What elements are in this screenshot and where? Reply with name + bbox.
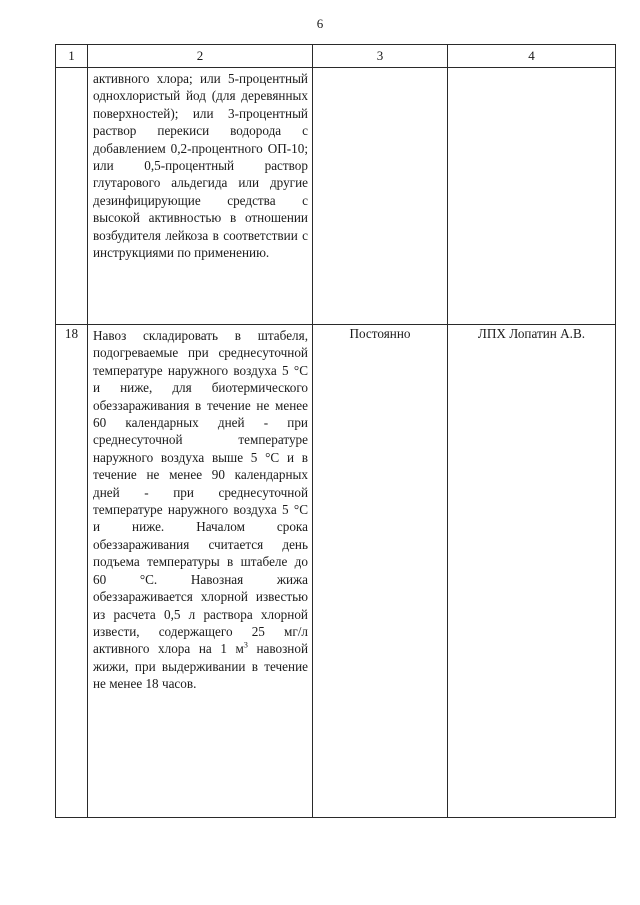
- row-responsible: ЛПХ Лопатин А.В.: [448, 325, 616, 818]
- measures-table: [55, 44, 616, 818]
- row-responsible: [448, 68, 616, 325]
- superscript-three: 3: [243, 640, 248, 650]
- table-row: [56, 325, 616, 818]
- header-col-1: 1: [56, 45, 88, 68]
- row-period: [313, 68, 448, 325]
- row-description-cell: [88, 325, 313, 818]
- row-description-text-end: навозной жижи, при выдерживании в течение не менее 18 часов.: [93, 641, 308, 692]
- row-number: [56, 68, 88, 325]
- row-number: 18: [56, 325, 88, 818]
- table-row: [56, 68, 616, 325]
- table-header-row: [56, 45, 616, 68]
- header-col-3: 3: [313, 45, 448, 68]
- row-description: [88, 325, 312, 693]
- header-col-4: 4: [448, 45, 616, 68]
- row-description: активного хлора; или 5-процентный однохлористый йод (для деревянных поверхностей); или 3-процентный раствор перекиси водорода с добавлением 0,2-процентного ОП-10; или 0,5-процентный раствор глутарового альдегида или другие дезинфицирующие средства с высокой активностью в отношении возбудителя лейкоза в соответствии с инструкциями по применению.: [93, 71, 308, 261]
- page-number: 6: [316, 16, 324, 31]
- header-col-2: 2: [88, 45, 313, 68]
- row-description-text: Навоз складировать в штабеля, подогреваемые при среднесуточной температуре наружного воздуха 5 °С и ниже, для биотермического обеззараживания в течение не менее 60 календарных дней - при среднесуточной температуре наружного воздуха выше 5 °С и в течение не менее 90 календарных дней - при среднесуточной температуре наружного воздуха 5 °С и ниже. Началом срока обеззараживания считается день подъема температуры в штабеле до 60 °С. Навозная жижа обеззараживается хлорной известью из расчета 0,5 л раствора хлорной извести, содержащего 25 мг/л активного хлора на 1 м: [93, 328, 308, 657]
- row-description-cell: [88, 68, 313, 325]
- row-period: Постоянно: [313, 325, 448, 818]
